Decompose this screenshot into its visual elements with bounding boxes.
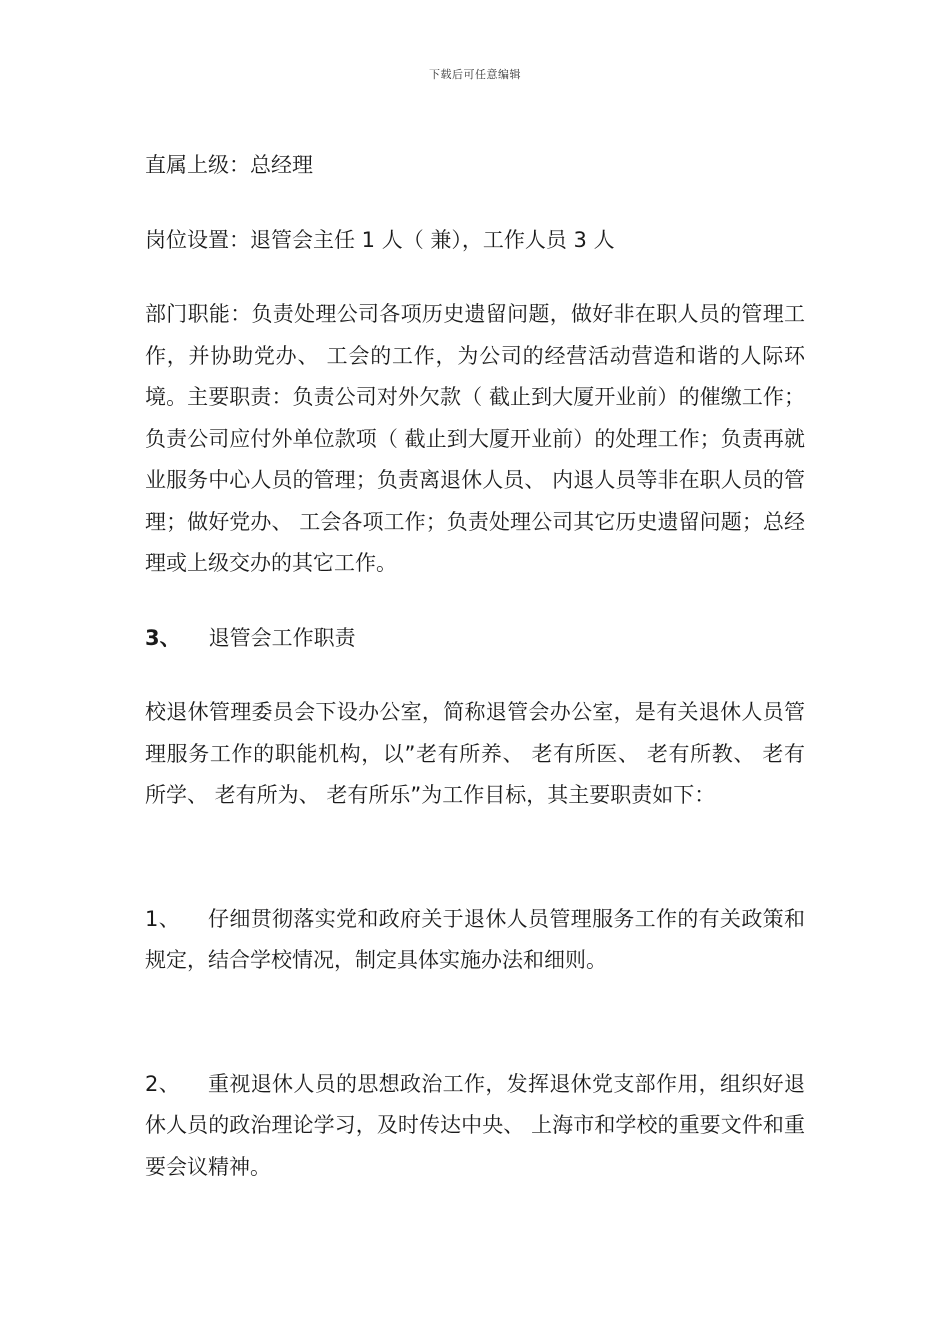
list-item-text: 仔细贯彻落实党和政府关于退休人员管理服务工作的有关政策和规定，结合学校情况，制定具体实施办法和细则。	[145, 906, 805, 972]
positions-line: 岗位设置：退管会主任 1 人（ 兼），工作人员 3 人	[145, 227, 615, 252]
department-functions: 部门职能：负责处理公司各项历史遗留问题，做好非在职人员的管理工作，并协助党办、 工会的工作，为公司的经营活动营造和谐的人际环境。主要职责：负责公司对外欠款（ 截止到大厦开业前）的催缴工作；负责公司应付外单位款项（ 截止到大厦开业前）的处理工作；负责再就业服务中心人员的管理；负责离退休人员、 内退人员等非在职人员的管理；做好党办、 工会各项工作；负责处理公司其它历史遗留问题；总经理或上级交办的其它工作。	[145, 302, 805, 575]
section-number: 3、	[145, 625, 181, 650]
section-title: 退管会工作职责	[208, 625, 356, 650]
page-header: 下载后可任意编辑	[429, 68, 521, 81]
list-item	[145, 1064, 805, 1189]
superior-line: 直属上级：总经理	[145, 153, 313, 177]
list-item	[145, 899, 805, 982]
intro-paragraph: 校退休管理委员会下设办公室，简称退管会办公室，是有关退休人员管理服务工作的职能机构，以”老有所养、 老有所医、 老有所教、 老有所学、 老有所为、 老有所乐”为工作目标，其主要职责如下：	[145, 700, 805, 807]
list-item-number: 1、	[145, 906, 181, 931]
list-item-text: 重视退休人员的思想政治工作，发挥退休党支部作用，组织好退休人员的政治理论学习，及时传达中央、 上海市和学校的重要文件和重要会议精神。	[145, 1071, 805, 1179]
list-item-number: 2、	[145, 1071, 181, 1096]
document-body	[145, 145, 805, 1188]
section-heading	[145, 618, 805, 660]
